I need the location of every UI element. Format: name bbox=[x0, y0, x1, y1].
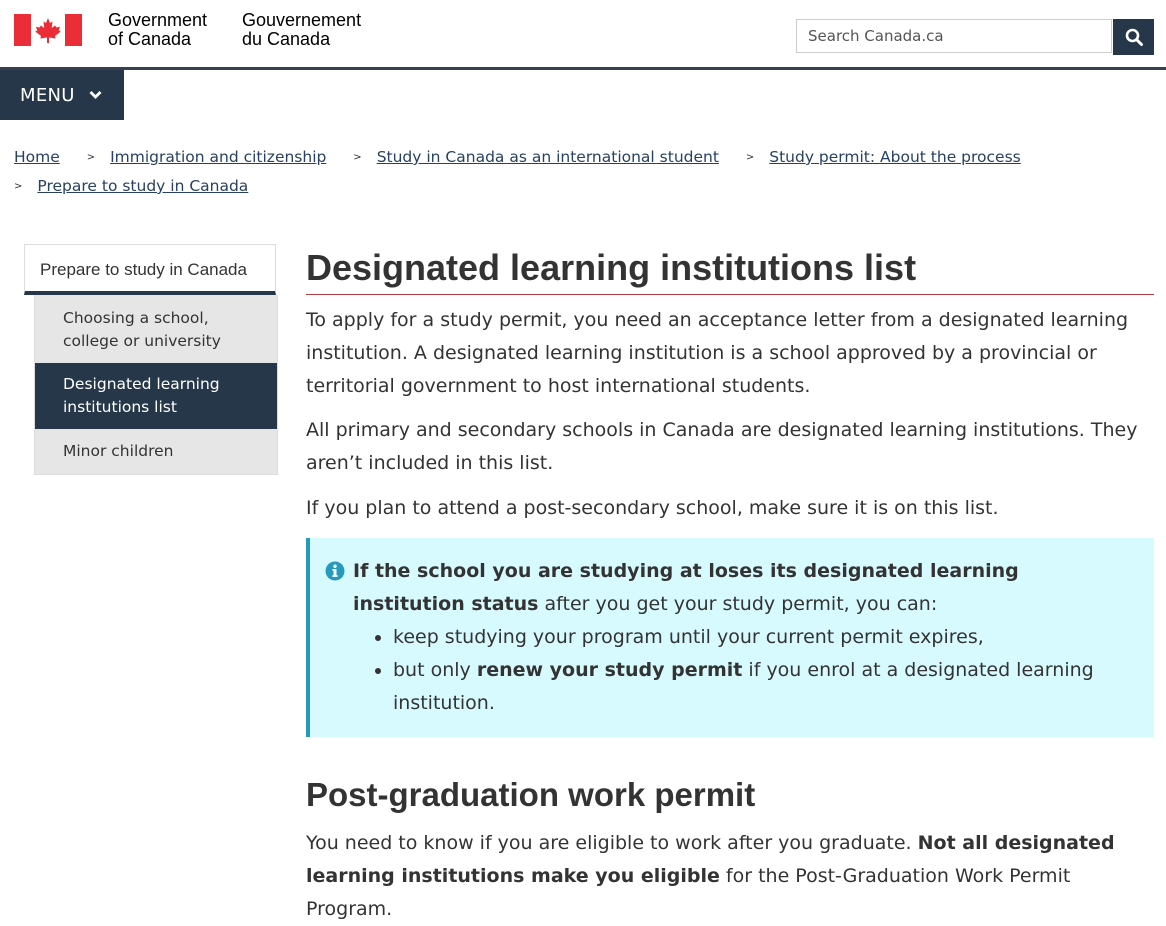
info-icon bbox=[325, 561, 345, 581]
menu-label: MENU bbox=[20, 84, 75, 106]
breadcrumb-separator-icon: > bbox=[86, 152, 96, 163]
pgwp-text: You need to know if you are eligible to work after you graduate. bbox=[306, 832, 918, 854]
menu-button[interactable] bbox=[0, 70, 124, 120]
pgwp-text: for the Post-Graduation Work Permit Program. bbox=[306, 865, 1071, 920]
chevron-down-icon bbox=[89, 90, 102, 100]
breadcrumb-link-home[interactable]: Home bbox=[14, 148, 60, 166]
breadcrumb-separator-icon: > bbox=[745, 152, 755, 163]
pgwp-paragraph bbox=[306, 827, 1154, 926]
pgwp-bold-text: Not all designated learning institutions make you eligible bbox=[306, 832, 1115, 887]
post-secondary-paragraph: If you plan to attend a post-secondary school, make sure it is on this list. bbox=[306, 497, 999, 519]
alert-text bbox=[328, 555, 1134, 720]
section-nav-list bbox=[34, 295, 278, 475]
wordmark-english[interactable] bbox=[108, 11, 207, 49]
breadcrumb-link-immigration[interactable]: Immigration and citizenship bbox=[110, 148, 327, 166]
alert-list bbox=[353, 621, 1134, 720]
breadcrumb-item bbox=[353, 143, 719, 172]
breadcrumb-item bbox=[14, 143, 60, 172]
primary-secondary-paragraph: All primary and secondary schools in Canada are designated learning institutions. They aren’t included in this list. bbox=[306, 419, 1138, 474]
alert-item-text: but only bbox=[393, 659, 477, 681]
breadcrumb-item bbox=[746, 143, 1021, 172]
section-nav-item-minor-children[interactable]: Minor children bbox=[63, 442, 174, 460]
wordmark-fr-line2: du Canada bbox=[242, 29, 331, 49]
breadcrumb-link-study-in-canada[interactable]: Study in Canada as an international student bbox=[376, 148, 719, 166]
breadcrumb-link-prepare[interactable]: Prepare to study in Canada bbox=[37, 177, 249, 195]
main-content bbox=[306, 244, 1154, 926]
site-header bbox=[0, 0, 1166, 70]
section-nav bbox=[24, 244, 276, 475]
breadcrumb-link-study-permit[interactable]: Study permit: About the process bbox=[769, 148, 1021, 166]
section-nav-item-dli-list[interactable]: Designated learning institutions list bbox=[35, 363, 277, 429]
search-input[interactable] bbox=[796, 19, 1112, 53]
search-button[interactable] bbox=[1113, 19, 1154, 55]
alert-list-item bbox=[393, 654, 1134, 720]
breadcrumb bbox=[14, 143, 1154, 201]
alert-item-text: keep studying your program until your current permit expires, bbox=[393, 626, 984, 648]
alert-item-bold: renew your study permit bbox=[476, 659, 743, 681]
canada-flag-icon[interactable] bbox=[14, 14, 82, 46]
breadcrumb-separator-icon: > bbox=[353, 152, 362, 163]
alert-lead-rest: after you get your study permit, you can: bbox=[538, 593, 938, 615]
alert-item-text: if you enrol at a designated learning institution. bbox=[393, 659, 1094, 714]
section-nav-title[interactable]: Prepare to study in Canada bbox=[24, 244, 276, 295]
wordmark-en-line2: of Canada bbox=[108, 29, 192, 49]
wordmark-en-line1: Government bbox=[108, 10, 208, 30]
search-icon bbox=[1125, 28, 1143, 46]
page-title: Designated learning institutions list bbox=[306, 244, 1154, 295]
wordmark-fr-line1: Gouvernement bbox=[242, 10, 362, 30]
section-nav-item-choosing-school[interactable]: Choosing a school, college or university bbox=[63, 309, 221, 350]
wordmark-french[interactable] bbox=[242, 11, 361, 49]
intro-paragraph: To apply for a study permit, you need an acceptance letter from a designated learning institution. A designated learning institution is a school approved by a provincial or territorial government to host international students. bbox=[306, 309, 1129, 397]
breadcrumb-separator-icon: > bbox=[14, 181, 23, 192]
info-alert bbox=[306, 538, 1154, 737]
pgwp-heading: Post-graduation work permit bbox=[306, 776, 756, 813]
alert-lead-bold: If the school you are studying at loses its designated learning institution status bbox=[353, 560, 1019, 615]
breadcrumb-item bbox=[87, 143, 327, 172]
breadcrumb-item bbox=[14, 172, 248, 201]
alert-list-item bbox=[393, 621, 1134, 654]
